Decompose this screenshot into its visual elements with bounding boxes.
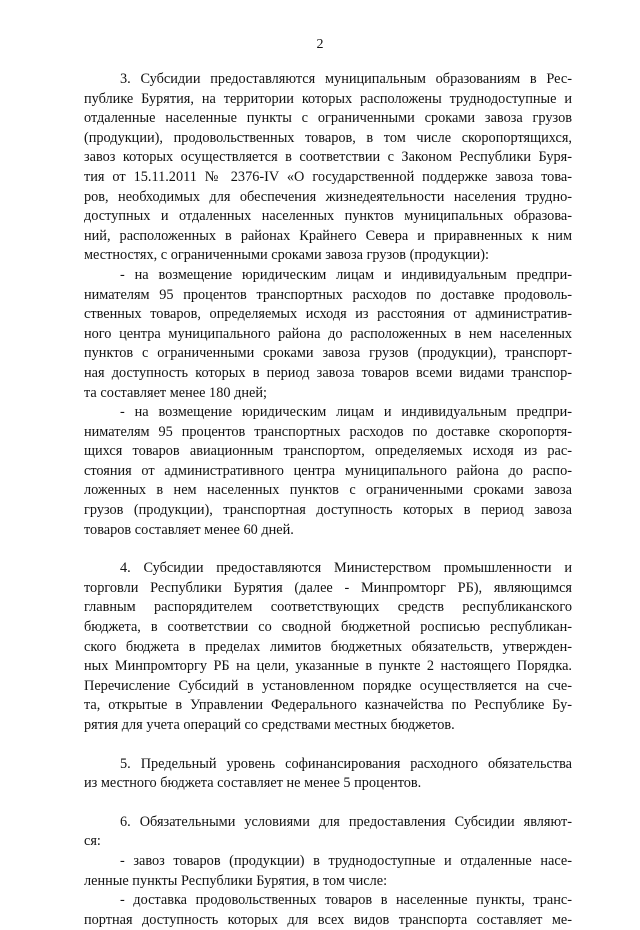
text-line: ственных товаров, определяемых исходя из расстояния от административ- [84,306,572,323]
paragraph-section-3 [84,755,572,794]
text-line: из местного бюджета составляет не менее 5 процентов. [84,775,422,792]
text-line: ний, расположенных в районах Крайнего Севера и приравненных к ним [84,227,572,244]
text-line: (продукции), продовольственных товаров, в том числе скоропортящихся, [84,129,572,146]
text-line: публике Бурятия, на территории которых расположены труднодоступные и [84,90,572,107]
text-line: товаров составляет менее 60 дней. [84,521,294,538]
page-number: 2 [316,37,324,52]
text-line: ных Минпромторгу РБ на цели, указанные в пункте 2 настоящего Порядка. [84,658,572,675]
text-line: местностях, с ограниченными сроками завоза грузов (продукции): [84,247,489,264]
text-line: 5. Предельный уровень софинансирования расходного обязательства [120,755,572,772]
text-line: портная доступность которых для всех видов транспорта составляет ме- [84,911,572,928]
text-line: 4. Субсидии предоставляются Министерством промышленности и [120,560,572,577]
text-line: 3. Субсидии предоставляются муниципальным образованиям в Рес- [120,71,572,87]
text-line: завоз которых осуществляется в соответствии с Законом Республики Буря- [84,149,572,166]
text-line: торговли Республики Бурятия (далее - Минпромторг РБ), являющимся [84,579,572,596]
text-line: Перечисление Субсидий в установленном порядке осуществляется на сче- [84,677,572,694]
text-line: тия от 15.11.2011 № 2376-IV «О государственной поддержке завоза това- [84,168,572,185]
text-line: грузов (продукции), транспортная доступность которых в период завоза [84,502,572,519]
text-line: та, открытые в Управлении Федерального казначейства по Республике Бу- [84,697,572,714]
text-line: бюджета, в соответствии со сводной бюджетной росписью республикан- [84,619,572,636]
text-line: отдаленные населенные пункты с ограниченными сроками завоза грузов [84,110,572,127]
text-line: главным распорядителем соответствующих средств республиканского [84,599,572,616]
text-line: щихся товаров авиационным транспортом, определяемых исходя из рас- [84,443,572,460]
text-line: рятия для учета операций со средствами местных бюджетов. [84,717,455,733]
text-line: ского бюджета в пределах лимитов бюджетных обязательств, утвержден- [84,638,572,655]
text-line: стояния от административного центра муниципального района до распо- [84,462,572,479]
paragraph-section-1 [84,70,572,540]
text-line: та составляет менее 180 дней; [84,384,267,401]
paragraph-section-2 [84,559,572,735]
text-line: ров, необходимых для обеспечения жизнедеятельности населения трудно- [84,188,572,205]
text-line: ся: [84,833,101,850]
text-line: ленные пункты Республики Бурятия, в том числе: [84,872,388,889]
text-line: 6. Обязательными условиями для предоставления Субсидии являют- [120,813,572,830]
paragraph-section-4 [84,813,572,930]
text-line: - на возмещение юридическим лицам и индивидуальным предпри- [120,266,572,283]
text-line: нимателям 95 процентов транспортных расходов по доставке скоропортя- [84,423,572,440]
text-line: нимателям 95 процентов транспортных расходов по доставке продоволь- [84,286,572,303]
text-line: ного центра муниципального района до расположенных в нем населенных [84,325,572,342]
document-body [84,70,572,930]
text-line: пунктов с ограниченными сроками завоза грузов (продукции), транспорт- [84,345,572,362]
text-line: - завоз товаров (продукции) в труднодоступные и отдаленные насе- [120,852,572,869]
text-line: - доставка продовольственных товаров в населенные пункты, транс- [120,892,572,909]
text-line: - на возмещение юридическим лицам и индивидуальным предпри- [120,404,572,421]
text-line: ная доступность которых в период завоза товаров всеми видами транспор- [84,364,572,381]
text-line: доступных и отдаленных населенных пунктов муниципальных образова- [84,208,572,225]
text-line: ложенных в нем населенных пунктов с ограниченными сроками завоза [84,482,572,499]
